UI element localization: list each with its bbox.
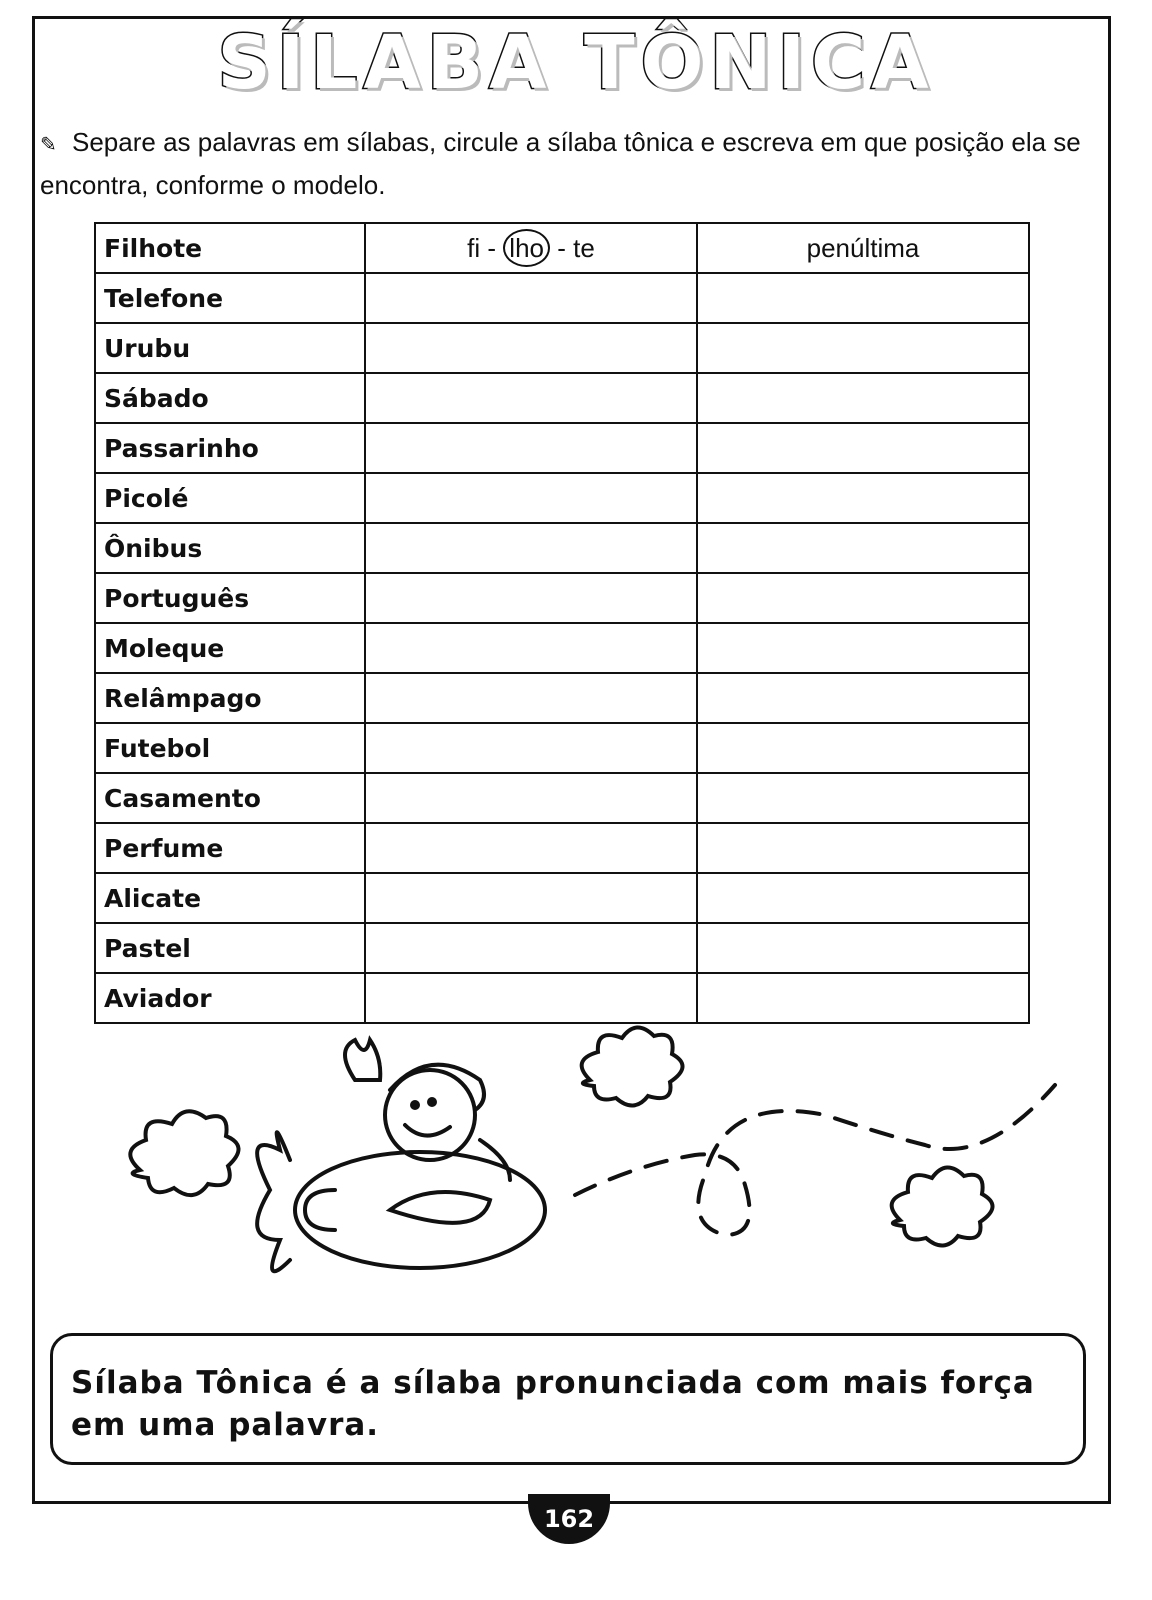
syllables-answer-cell[interactable] [365,673,697,723]
instruction-text: Separe as palavras em sílabas, circule a sílaba tônica e escreva em que posição ela se encontra, conforme o modelo. [40,127,1081,200]
word-cell: Alicate [95,873,365,923]
position-answer-cell[interactable] [697,823,1029,873]
table-row [95,373,1029,423]
table-row [95,873,1029,923]
table-row [95,973,1029,1023]
position-answer-cell[interactable] [697,923,1029,973]
position-answer-cell[interactable] [697,773,1029,823]
table-row [95,573,1029,623]
syllable-before: fi - [467,233,497,263]
position-answer-cell[interactable] [697,573,1029,623]
table-row [95,423,1029,473]
syllables-answer-cell[interactable] [365,523,697,573]
syllable-table [94,222,1030,1024]
table-row [95,923,1029,973]
syllables-answer-cell[interactable] [365,273,697,323]
word-cell: Sábado [95,373,365,423]
word-cell: Português [95,573,365,623]
definition-text: Sílaba Tônica é a sílaba pronunciada com mais força em uma palavra. [71,1365,1035,1443]
cloud-right-icon [892,1167,993,1245]
syllables-answer-cell[interactable] [365,573,697,623]
page-title: SÍLABA TÔNICA [217,20,935,106]
airplane-icon [257,1132,545,1271]
word-cell: Moleque [95,623,365,673]
word-cell: Casamento [95,773,365,823]
boy-airplane-illustration [100,1020,1080,1310]
position-answer-cell[interactable] [697,373,1029,423]
position-answer-cell[interactable] [697,473,1029,523]
syllables-answer-cell[interactable] [365,323,697,373]
syllables-answer-cell[interactable] [365,623,697,673]
table-row [95,323,1029,373]
position-answer-cell[interactable] [697,323,1029,373]
position-answer-cell[interactable] [697,673,1029,723]
syllables-answer-cell[interactable] [365,923,697,973]
syllables-answer-cell[interactable] [365,723,697,773]
flight-path-icon [575,1085,1055,1235]
example-position: penúltima [697,223,1029,273]
table-row [95,523,1029,573]
example-word: Filhote [95,223,365,273]
table-row [95,823,1029,873]
syllables-answer-cell[interactable] [365,423,697,473]
table-row [95,623,1029,673]
pencil-icon: ✎ [40,134,57,156]
word-cell: Telefone [95,273,365,323]
word-cell: Futebol [95,723,365,773]
table-row [95,773,1029,823]
word-cell: Pastel [95,923,365,973]
position-answer-cell[interactable] [697,873,1029,923]
word-cell: Picolé [95,473,365,523]
page-number: 162 [528,1494,610,1544]
position-answer-cell[interactable] [697,723,1029,773]
cloud-left-icon [130,1111,238,1195]
syllables-answer-cell[interactable] [365,473,697,523]
word-cell: Ônibus [95,523,365,573]
word-cell: Relâmpago [95,673,365,723]
table-row [95,273,1029,323]
syllable-after: - te [557,233,595,263]
word-cell: Passarinho [95,423,365,473]
syllables-answer-cell[interactable] [365,823,697,873]
syllables-answer-cell[interactable] [365,873,697,923]
syllables-answer-cell[interactable] [365,373,697,423]
word-cell: Aviador [95,973,365,1023]
position-answer-cell[interactable] [697,523,1029,573]
position-answer-cell[interactable] [697,973,1029,1023]
table-row [95,673,1029,723]
syllables-answer-cell[interactable] [365,973,697,1023]
example-syllables [365,223,697,273]
definition-box [50,1333,1086,1465]
position-answer-cell[interactable] [697,423,1029,473]
circled-syllable: lho [503,229,550,267]
table-row [95,723,1029,773]
word-cell: Urubu [95,323,365,373]
cloud-top-icon [582,1027,683,1105]
table-row [95,473,1029,523]
position-answer-cell[interactable] [697,623,1029,673]
syllables-answer-cell[interactable] [365,773,697,823]
instruction [40,122,1100,205]
word-cell: Perfume [95,823,365,873]
position-answer-cell[interactable] [697,273,1029,323]
table-row-example [95,223,1029,273]
